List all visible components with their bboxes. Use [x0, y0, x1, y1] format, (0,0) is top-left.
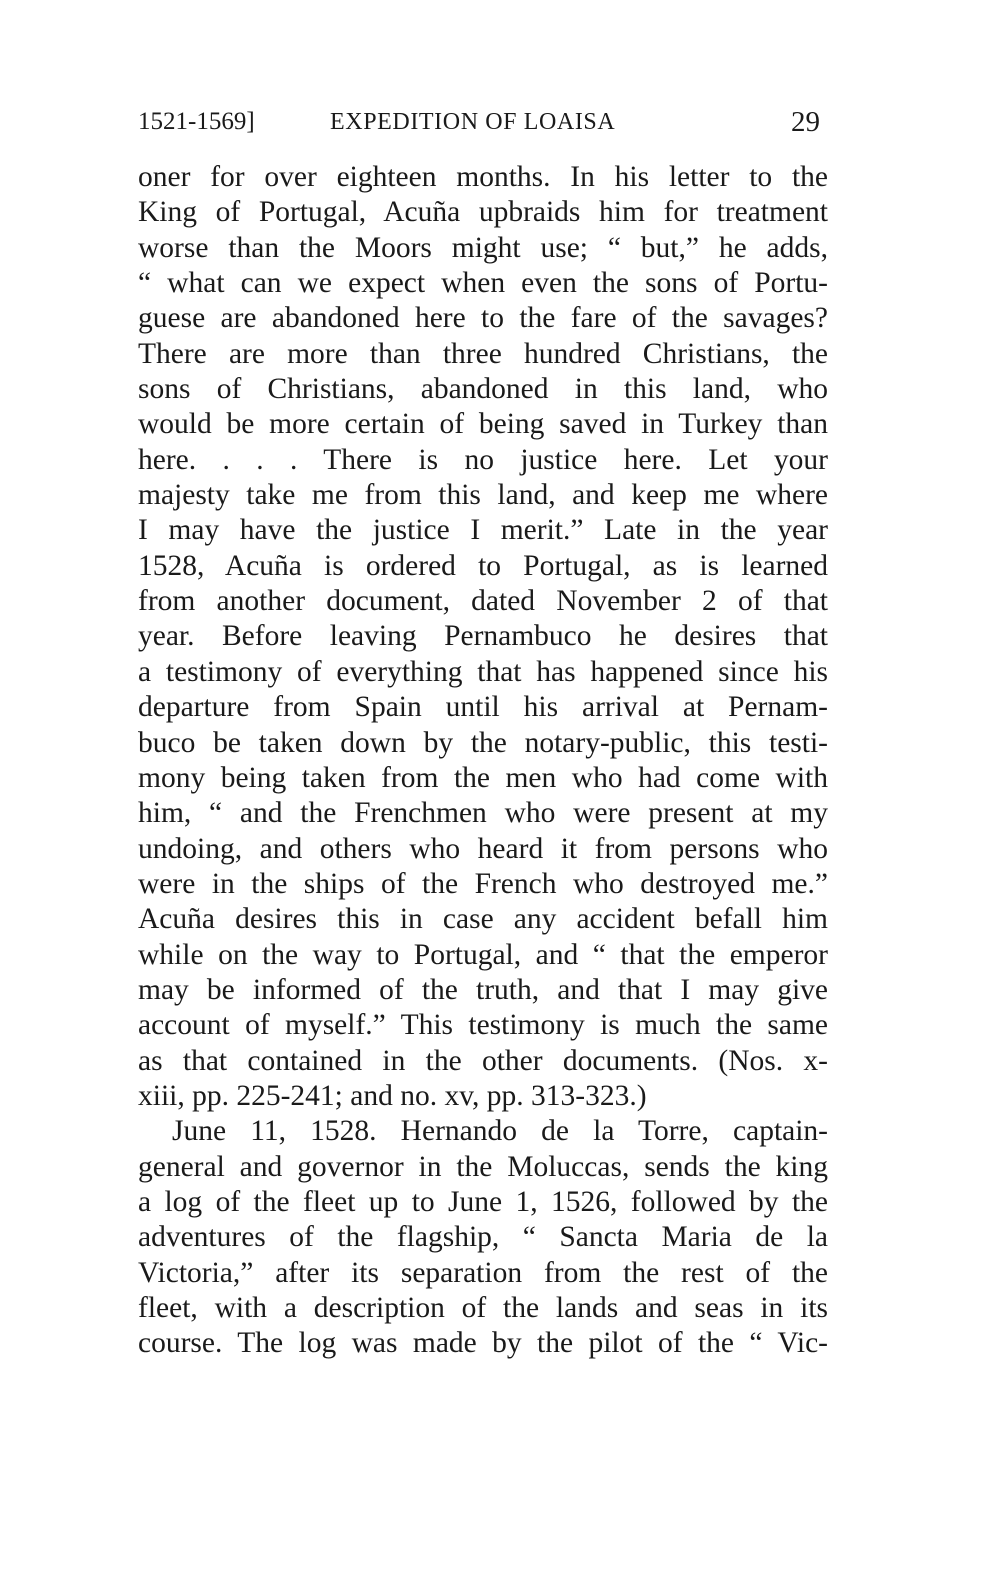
running-title: EXPEDITION OF LOAISA [330, 109, 616, 135]
text-line: departure from Spain until his arrival at Pernam- [138, 691, 828, 724]
body-text [138, 160, 828, 1362]
text-line: would be more certain of being saved in Turkey than [138, 408, 828, 441]
year-range: 1521-1569] [138, 108, 255, 135]
text-line: fleet, with a description of the lands and seas in its [138, 1292, 828, 1324]
text-line: I may have the justice I merit.” Late in the year [138, 514, 828, 547]
text-line: may be informed of the truth, and that I may give [138, 973, 828, 1006]
text-line: course. The log was made by the pilot of the “ Vic- [138, 1327, 828, 1360]
text-line: worse than the Moors might use; “ but,” he adds, [138, 231, 828, 264]
text-line: June 11, 1528. Hernando de la Torre, captain- [172, 1115, 828, 1148]
text-line: undoing, and others who heard it from persons who [138, 832, 828, 865]
text-line: general and governor in the Moluccas, sends the king [138, 1150, 828, 1183]
text-line: King of Portugal, Acuña upbraids him for treatment [138, 196, 828, 229]
text-line: oner for over eighteen months. In his letter to the [138, 161, 828, 193]
text-line: year. Before leaving Pernambuco he desires that [138, 620, 828, 653]
running-header [138, 104, 828, 140]
text-line: mony being taken from the men who had come with [138, 761, 828, 794]
text-line: sons of Christians, abandoned in this land, who [138, 373, 828, 406]
text-line: Victoria,” after its separation from the rest of the [138, 1256, 828, 1289]
text-line: Acuña desires this in case any accident befall him [138, 903, 828, 936]
text-line: 1528, Acuña is ordered to Portugal, as is learned [138, 549, 828, 582]
text-line: a log of the fleet up to June 1, 1526, followed by the [138, 1185, 828, 1218]
text-line: buco be taken down by the notary-public, this testi- [138, 726, 828, 759]
text-line: him, “ and the Frenchmen who were present at my [138, 797, 828, 830]
text-line: were in the ships of the French who destroyed me.” [138, 867, 828, 900]
text-line: xiii, pp. 225-241; and no. xv, pp. 313-323.) [138, 1079, 647, 1112]
text-line: There are more than three hundred Christians, the [138, 337, 828, 370]
text-line: from another document, dated November 2 of that [138, 585, 828, 618]
text-line: “ what can we expect when even the sons of Portu- [138, 267, 828, 300]
text-line: as that contained in the other documents. (Nos. x- [138, 1044, 828, 1077]
text-line: guese are abandoned here to the fare of the savages? [138, 302, 828, 335]
text-line: a testimony of everything that has happened since his [138, 655, 828, 688]
text-line: while on the way to Portugal, and “ that the emperor [138, 938, 828, 971]
text-line: adventures of the flagship, “ Sancta Maria de la [138, 1221, 828, 1254]
text-line: here. . . . There is no justice here. Let your [138, 443, 828, 476]
text-line: majesty take me from this land, and keep me where [138, 479, 828, 512]
text-line: account of myself.” This testimony is much the same [138, 1009, 828, 1042]
page-number: 29 [791, 106, 820, 138]
